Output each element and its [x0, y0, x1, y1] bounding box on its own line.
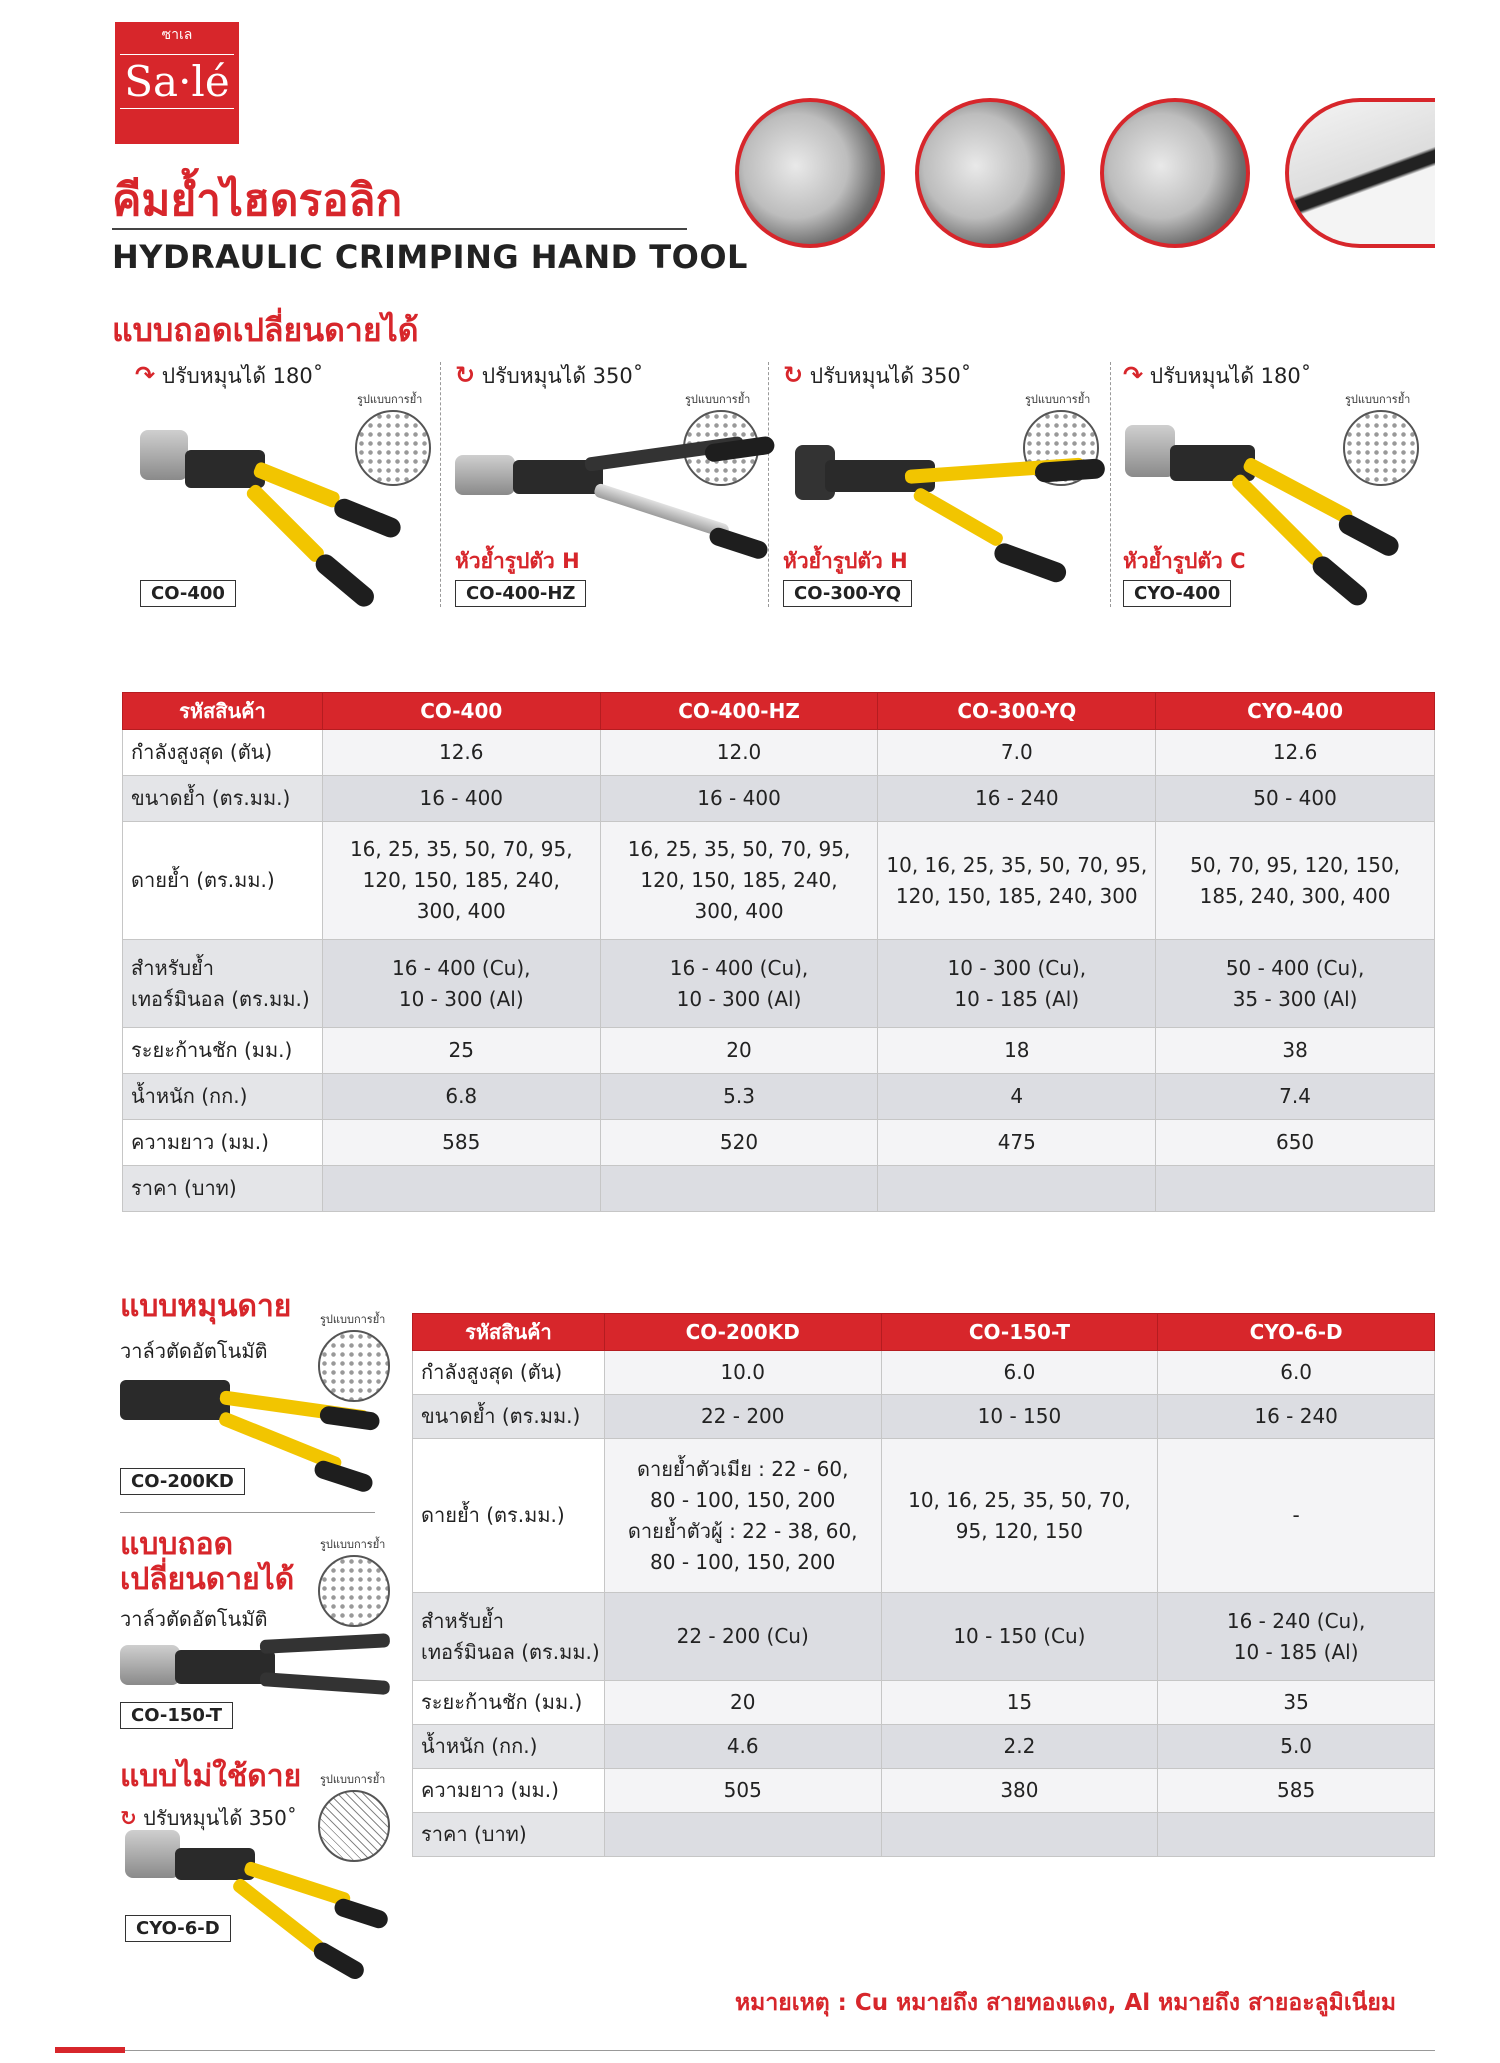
table-cell: 16, 25, 35, 50, 70, 95, 120, 150, 185, 240, 300, 400 — [322, 822, 600, 940]
table-cell: 6.0 — [881, 1351, 1158, 1395]
header-model: CO-400 — [322, 693, 600, 730]
table-row — [123, 1120, 1435, 1166]
pattern-label: รูปแบบการย้ำ — [320, 1773, 386, 1786]
table-row — [413, 1593, 1435, 1681]
side-sub-dieless: ↻ ปรับหมุนได้ 350˚ — [120, 1806, 297, 1830]
side-title-dieless: แบบไม่ใช้ดาย — [120, 1759, 302, 1794]
row-label: ดายย้ำ (ตร.มม.) — [123, 822, 323, 940]
table-cell — [878, 1166, 1156, 1212]
row-label: ระยะก้านชัก (มม.) — [123, 1028, 323, 1074]
table-cell: 16 - 240 — [878, 776, 1156, 822]
pattern-label: รูปแบบการย้ำ — [320, 1538, 386, 1551]
table-cell: 5.3 — [600, 1074, 878, 1120]
table-cell: 380 — [881, 1769, 1158, 1813]
table-cell: 585 — [322, 1120, 600, 1166]
column-separator — [1110, 362, 1112, 607]
header-model: CO-150-T — [881, 1314, 1158, 1351]
model-label-co-150-t: CO-150-T — [120, 1702, 233, 1729]
brand-logo — [115, 22, 239, 144]
table-cell: 16 - 400 — [322, 776, 600, 822]
table-cell: 585 — [1158, 1769, 1435, 1813]
table-cell: 35 — [1158, 1681, 1435, 1725]
tool-image-cyo-6-d — [125, 1830, 375, 1970]
header-product-code: รหัสสินค้า — [123, 693, 323, 730]
table-cell: 22 - 200 — [604, 1395, 881, 1439]
rotation-label-co-400: ↷ ปรับหมุนได้ 180˚ — [135, 361, 324, 389]
pattern-label: รูปแบบการย้ำ — [1025, 393, 1091, 406]
row-label: ขนาดย้ำ (ตร.มม.) — [123, 776, 323, 822]
row-label: ราคา (บาท) — [123, 1166, 323, 1212]
table-cell: 16 - 240 (Cu), 10 - 185 (Al) — [1158, 1593, 1435, 1681]
row-label: ระยะก้านชัก (มม.) — [413, 1681, 605, 1725]
row-label: กำลังสูงสุด (ตัน) — [413, 1351, 605, 1395]
table-cell — [600, 1166, 878, 1212]
table-row — [413, 1439, 1435, 1593]
row-label: ดายย้ำ (ตร.มม.) — [413, 1439, 605, 1593]
table-cell: 10 - 150 — [881, 1395, 1158, 1439]
row-label: กำลังสูงสุด (ตัน) — [123, 730, 323, 776]
table-cell: 520 — [600, 1120, 878, 1166]
header-model: CO-400-HZ — [600, 693, 878, 730]
table-row — [123, 1166, 1435, 1212]
table-cell: 12.6 — [1156, 730, 1435, 776]
table-cell: 10, 16, 25, 35, 50, 70, 95, 120, 150, 185, 240, 300 — [878, 822, 1156, 940]
side-divider — [120, 1512, 375, 1513]
pattern-label: รูปแบบการย้ำ — [320, 1313, 386, 1326]
table-row — [413, 1681, 1435, 1725]
rotation-label-co-400-hz: ↻ ปรับหมุนได้ 350˚ — [455, 361, 644, 389]
table-row — [123, 822, 1435, 940]
header-model: CO-200KD — [604, 1314, 881, 1351]
table-cell: 10.0 — [604, 1351, 881, 1395]
table-cell: 6.0 — [1158, 1351, 1435, 1395]
row-label: สำหรับย้ำ เทอร์มินอล (ตร.มม.) — [413, 1593, 605, 1681]
row-label: น้ำหนัก (กก.) — [123, 1074, 323, 1120]
header-model: CYO-6-D — [1158, 1314, 1435, 1351]
row-label: สำหรับย้ำ เทอร์มินอล (ตร.มม.) — [123, 940, 323, 1028]
table-header-row — [123, 693, 1435, 730]
table-cell: 6.8 — [322, 1074, 600, 1120]
side-title-removable-die: แบบถอด เปลี่ยนดายได้ — [120, 1527, 295, 1597]
spec-table-removable-die — [122, 692, 1435, 1212]
table-row — [413, 1813, 1435, 1857]
table-row — [123, 1074, 1435, 1120]
rotation-label-cyo-400: ↷ ปรับหมุนได้ 180˚ — [1123, 361, 1312, 389]
pattern-label: รูปแบบการย้ำ — [685, 393, 751, 406]
page-title-thai: คีมย้ำไฮดรอลิก — [112, 175, 403, 226]
table-cell: 10 - 300 (Cu), 10 - 185 (Al) — [878, 940, 1156, 1028]
side-sub-rotating-die: วาล์วตัดอัตโนมัติ — [120, 1339, 268, 1363]
column-separator — [440, 362, 442, 607]
table-cell: 2.2 — [881, 1725, 1158, 1769]
row-label: ความยาว (มม.) — [413, 1769, 605, 1813]
table-cell: 5.0 — [1158, 1725, 1435, 1769]
header-product-code: รหัสสินค้า — [413, 1314, 605, 1351]
table-cell — [881, 1813, 1158, 1857]
table-row — [413, 1769, 1435, 1813]
pattern-label: รูปแบบการย้ำ — [357, 393, 423, 406]
rotation-label-co-300-yq: ↻ ปรับหมุนได้ 350˚ — [783, 361, 972, 389]
table-cell: 505 — [604, 1769, 881, 1813]
feature-photo-1 — [735, 98, 885, 248]
table-cell: 50 - 400 — [1156, 776, 1435, 822]
title-divider — [112, 228, 687, 230]
table-row — [413, 1351, 1435, 1395]
table-row — [123, 730, 1435, 776]
table-cell: 25 — [322, 1028, 600, 1074]
table-cell: 10, 16, 25, 35, 50, 70, 95, 120, 150 — [881, 1439, 1158, 1593]
model-label-cyo-6-d: CYO-6-D — [125, 1915, 231, 1942]
table-cell: 16 - 400 (Cu), 10 - 300 (Al) — [322, 940, 600, 1028]
side-title-rotating-die: แบบหมุนดาย — [120, 1289, 292, 1324]
table-cell: 16 - 240 — [1158, 1395, 1435, 1439]
table-cell — [1156, 1166, 1435, 1212]
die-label-cyo-400: หัวย้ำรูปตัว C — [1123, 549, 1246, 573]
model-label-co-400: CO-400 — [140, 580, 236, 607]
logo-brand-text: Sa·lé — [120, 54, 233, 109]
table-cell: 50, 70, 95, 120, 150, 185, 240, 300, 400 — [1156, 822, 1435, 940]
table-cell: 12.0 — [600, 730, 878, 776]
row-label: ขนาดย้ำ (ตร.มม.) — [413, 1395, 605, 1439]
logo-small-text: ซาเล — [161, 27, 193, 43]
page-title-english: HYDRAULIC CRIMPING HAND TOOL — [112, 238, 748, 276]
pattern-label: รูปแบบการย้ำ — [1345, 393, 1411, 406]
table-row — [123, 940, 1435, 1028]
bottom-accent-bar — [55, 2047, 125, 2053]
rotate-arrow-icon: ↻ — [783, 361, 804, 389]
table-cell: 16 - 400 (Cu), 10 - 300 (Al) — [600, 940, 878, 1028]
header-model: CO-300-YQ — [878, 693, 1156, 730]
table-cell: 7.0 — [878, 730, 1156, 776]
table-cell: 4 — [878, 1074, 1156, 1120]
table-cell: 20 — [604, 1681, 881, 1725]
footnote: หมายเหตุ : Cu หมายถึง สายทองแดง, Al หมายถึง สายอะลูมิเนียม — [735, 1990, 1397, 2016]
tool-image-co-400 — [140, 430, 400, 600]
table-cell: 18 — [878, 1028, 1156, 1074]
feature-photo-4 — [1285, 98, 1435, 248]
table-row — [123, 1028, 1435, 1074]
table-cell: 22 - 200 (Cu) — [604, 1593, 881, 1681]
rotate-arrow-icon: ↷ — [135, 361, 156, 389]
table-cell: 475 — [878, 1120, 1156, 1166]
table-cell — [322, 1166, 600, 1212]
model-label-cyo-400: CYO-400 — [1123, 580, 1231, 607]
table-cell: 650 — [1156, 1120, 1435, 1166]
table-cell: 50 - 400 (Cu), 35 - 300 (Al) — [1156, 940, 1435, 1028]
row-label: ความยาว (มม.) — [123, 1120, 323, 1166]
model-label-co-400-hz: CO-400-HZ — [455, 580, 586, 607]
rotate-arrow-icon: ↻ — [455, 361, 476, 389]
crimp-pattern-icon — [318, 1555, 390, 1627]
feature-photo-3 — [1100, 98, 1250, 248]
column-separator — [768, 362, 770, 607]
table-cell: 20 — [600, 1028, 878, 1074]
table-cell: 16, 25, 35, 50, 70, 95, 120, 150, 185, 240, 300, 400 — [600, 822, 878, 940]
table-cell: 15 — [881, 1681, 1158, 1725]
feature-photo-2 — [915, 98, 1065, 248]
rotate-arrow-icon: ↷ — [1123, 361, 1144, 389]
table-cell: 16 - 400 — [600, 776, 878, 822]
table-cell: 38 — [1156, 1028, 1435, 1074]
die-label-co-300-yq: หัวย้ำรูปตัว H — [783, 549, 908, 573]
section-title-removable-die: แบบถอดเปลี่ยนดายได้ — [112, 311, 419, 349]
model-label-co-200kd: CO-200KD — [120, 1468, 245, 1495]
table-cell: ดายย้ำตัวเมีย : 22 - 60, 80 - 100, 150, 200 ดายย้ำตัวผู้ : 22 - 38, 60, 80 - 100, 150, 200 — [604, 1439, 881, 1593]
spec-table-other-types — [412, 1313, 1435, 1857]
die-label-co-400-hz: หัวย้ำรูปตัว H — [455, 549, 580, 573]
table-row — [123, 776, 1435, 822]
table-cell — [604, 1813, 881, 1857]
table-cell: - — [1158, 1439, 1435, 1593]
table-cell: 7.4 — [1156, 1074, 1435, 1120]
table-cell: 12.6 — [322, 730, 600, 776]
table-header-row — [413, 1314, 1435, 1351]
row-label: ราคา (บาท) — [413, 1813, 605, 1857]
table-cell — [1158, 1813, 1435, 1857]
bottom-rule — [55, 2050, 1435, 2051]
side-sub-removable-die: วาล์วตัดอัตโนมัติ — [120, 1607, 268, 1631]
table-cell: 10 - 150 (Cu) — [881, 1593, 1158, 1681]
table-cell: 4.6 — [604, 1725, 881, 1769]
rotate-arrow-icon: ↻ — [120, 1806, 137, 1830]
row-label: น้ำหนัก (กก.) — [413, 1725, 605, 1769]
header-model: CYO-400 — [1156, 693, 1435, 730]
table-row — [413, 1725, 1435, 1769]
model-label-co-300-yq: CO-300-YQ — [783, 580, 912, 607]
table-row — [413, 1395, 1435, 1439]
